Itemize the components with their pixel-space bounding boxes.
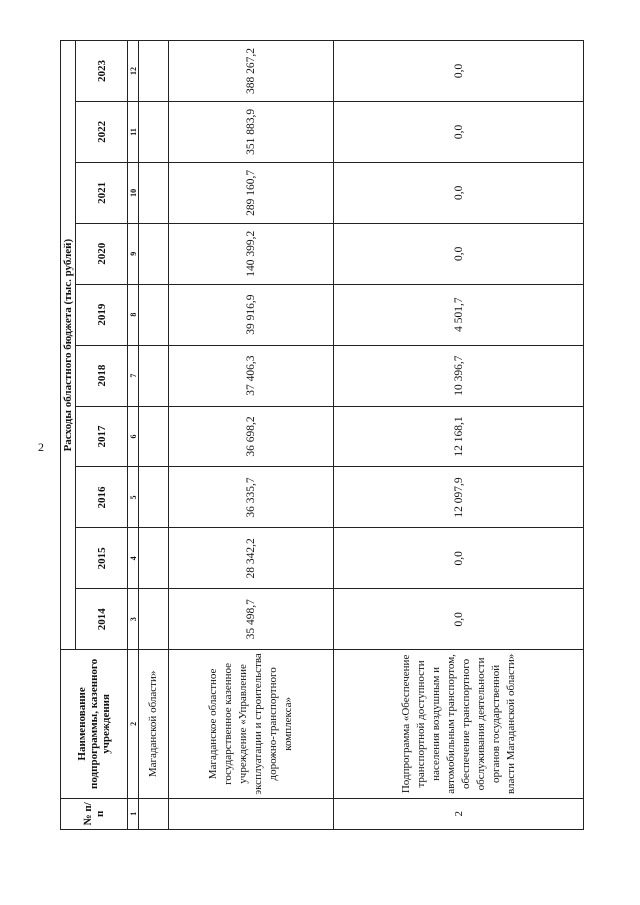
value-cell <box>139 41 169 102</box>
year-header: 2014 <box>76 589 128 650</box>
value-cell: 12 168,1 <box>334 406 584 467</box>
row-name: Магаданской области» <box>139 650 169 798</box>
index-cell: 2 <box>128 650 139 798</box>
year-header: 2021 <box>76 162 128 223</box>
value-cell <box>139 467 169 528</box>
value-cell: 28 342,2 <box>169 528 334 589</box>
value-cell: 0,0 <box>334 101 584 162</box>
row-name: Магаданское областное государственное казенное учреждение «Управление эксплуатации и строительства дорожно-транспортного комплекса» <box>169 650 334 798</box>
table-row <box>334 41 584 830</box>
value-cell: 12 097,9 <box>334 467 584 528</box>
index-cell: 4 <box>128 528 139 589</box>
header-row-1 <box>61 41 76 830</box>
value-cell: 10 396,7 <box>334 345 584 406</box>
value-cell: 0,0 <box>334 223 584 284</box>
year-header: 2015 <box>76 528 128 589</box>
value-cell <box>139 284 169 345</box>
value-cell: 388 267,2 <box>169 41 334 102</box>
index-cell: 7 <box>128 345 139 406</box>
value-cell: 0,0 <box>334 589 584 650</box>
group-header: Расходы областного бюджета (тыс. рублей) <box>61 41 76 650</box>
col-name-header: Наименование подпрограммы, казенного учреждения <box>61 650 128 798</box>
index-cell: 1 <box>128 798 139 829</box>
index-cell: 11 <box>128 101 139 162</box>
rotated-table-wrapper <box>60 40 630 830</box>
value-cell: 0,0 <box>334 162 584 223</box>
value-cell: 351 883,9 <box>169 101 334 162</box>
table-row <box>139 41 169 830</box>
value-cell: 4 501,7 <box>334 284 584 345</box>
page-number: 2 <box>38 440 44 454</box>
year-header: 2017 <box>76 406 128 467</box>
year-header: 2020 <box>76 223 128 284</box>
value-cell: 39 916,9 <box>169 284 334 345</box>
row-num <box>169 798 334 829</box>
index-cell: 8 <box>128 284 139 345</box>
value-cell <box>139 528 169 589</box>
value-cell: 35 498,7 <box>169 589 334 650</box>
value-cell <box>139 406 169 467</box>
value-cell: 0,0 <box>334 528 584 589</box>
value-cell <box>139 162 169 223</box>
index-cell: 3 <box>128 589 139 650</box>
value-cell: 289 160,7 <box>169 162 334 223</box>
value-cell <box>139 223 169 284</box>
value-cell: 140 399,2 <box>169 223 334 284</box>
year-header: 2016 <box>76 467 128 528</box>
year-header: 2022 <box>76 101 128 162</box>
index-cell: 6 <box>128 406 139 467</box>
expenses-table <box>60 40 584 830</box>
year-header: 2018 <box>76 345 128 406</box>
year-header: 2019 <box>76 284 128 345</box>
row-num <box>139 798 169 829</box>
index-cell: 5 <box>128 467 139 528</box>
index-cell: 9 <box>128 223 139 284</box>
index-row <box>128 41 139 830</box>
value-cell: 37 406,3 <box>169 345 334 406</box>
row-name: Подпрограмма «Обеспечение транспортной доступности населения воздушным и автомобильным транспортом, обеспечение транспортного обслуживания деятельности органов государственной власти Магаданской области» <box>334 650 584 798</box>
row-num: 2 <box>334 798 584 829</box>
value-cell <box>139 101 169 162</box>
col-num-header: № п/п <box>61 798 128 829</box>
value-cell: 0,0 <box>334 41 584 102</box>
year-header: 2023 <box>76 41 128 102</box>
value-cell: 36 335,7 <box>169 467 334 528</box>
value-cell <box>139 589 169 650</box>
value-cell: 36 698,2 <box>169 406 334 467</box>
index-cell: 10 <box>128 162 139 223</box>
value-cell <box>139 345 169 406</box>
table-row <box>169 41 334 830</box>
index-cell: 12 <box>128 41 139 102</box>
